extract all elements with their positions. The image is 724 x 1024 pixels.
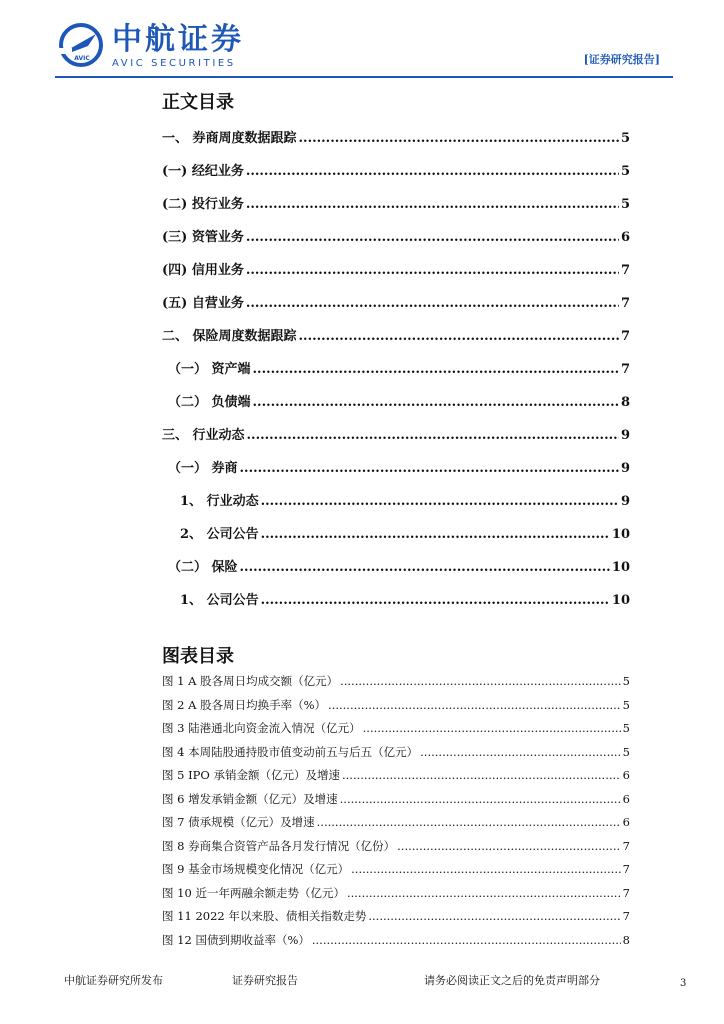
- figure-item-label: 图 5 IPO 承销金额（亿元）及增速: [162, 768, 340, 782]
- figure-item[interactable]: [162, 858, 630, 882]
- toc-item-page: 7: [620, 296, 630, 311]
- figure-item[interactable]: [162, 764, 630, 788]
- toc-item-label: 一、 券商周度数据跟踪: [162, 131, 297, 146]
- toc-item-page: 7: [620, 329, 630, 344]
- footer-doc-type: 证券研究报告: [232, 974, 298, 987]
- figure-item-page: 5: [622, 674, 630, 688]
- leader-dots: [420, 741, 621, 765]
- logo-mark-text: AVIC: [74, 55, 90, 62]
- figure-item-page: 7: [622, 838, 630, 853]
- leader-dots: [261, 485, 619, 518]
- figure-item-page: 6: [622, 768, 630, 782]
- figure-item[interactable]: [162, 929, 630, 953]
- toc-item[interactable]: [162, 320, 630, 353]
- toc-item-page: 6: [620, 230, 630, 245]
- toc-item[interactable]: [162, 452, 630, 485]
- figure-item-page: 6: [622, 791, 630, 806]
- figure-item-page: 7: [622, 862, 630, 876]
- figure-item[interactable]: [162, 882, 630, 906]
- leader-dots: [368, 905, 620, 929]
- figure-item[interactable]: [162, 905, 630, 929]
- toc-item-label: （一） 券商: [168, 461, 238, 476]
- leader-dots: [240, 452, 619, 485]
- toc-item-page: 9: [620, 461, 630, 476]
- leader-dots: [397, 835, 621, 859]
- leader-dots: [261, 584, 610, 617]
- figure-item-label: 图 6 增发承销金额（亿元）及增速: [162, 791, 338, 806]
- toc-item[interactable]: [162, 584, 630, 617]
- toc-item[interactable]: [162, 254, 630, 287]
- toc-item[interactable]: [162, 155, 630, 188]
- leader-dots: [351, 858, 621, 882]
- figure-item-page: 5: [622, 721, 630, 735]
- toc-item-label: 2、 公司公告: [180, 527, 259, 542]
- leader-dots: [328, 694, 621, 718]
- toc-item-label: (一) 经纪业务: [162, 164, 244, 179]
- toc-item[interactable]: [162, 287, 630, 320]
- figure-item[interactable]: [162, 811, 630, 835]
- leader-dots: [247, 419, 619, 452]
- toc-item-label: 二、 保险周度数据跟踪: [162, 329, 297, 344]
- leader-dots: [246, 287, 619, 320]
- toc-item-label: (四) 信用业务: [162, 263, 244, 278]
- leader-dots: [299, 320, 619, 353]
- figure-item-page: 7: [622, 885, 630, 900]
- figure-item[interactable]: [162, 694, 630, 718]
- leader-dots: [246, 188, 619, 221]
- toc-item[interactable]: [162, 551, 630, 584]
- leader-dots: [253, 353, 619, 386]
- toc-item-page: 10: [611, 593, 630, 608]
- toc-item-page: 7: [620, 362, 630, 377]
- toc-item-label: （一） 资产端: [168, 362, 251, 377]
- figure-item-label: 图 11 2022 年以来股、债相关指数走势: [162, 909, 367, 923]
- toc-item-page: 5: [620, 131, 630, 146]
- toc-item-label: （二） 负债端: [168, 395, 251, 410]
- footer-publisher: 中航证券研究所发布: [64, 974, 163, 987]
- toc-item-page: 9: [620, 428, 630, 443]
- figure-item-label: 图 4 本周陆股通持股市值变动前五与后五（亿元）: [162, 744, 419, 759]
- toc-item-label: (三) 资管业务: [162, 230, 244, 245]
- leader-dots: [253, 386, 619, 419]
- figure-item-label: 图 12 国债到期收益率（%）: [162, 932, 310, 947]
- figure-list: [162, 670, 630, 952]
- toc-item-label: 1、 公司公告: [180, 593, 259, 608]
- leader-dots: [299, 122, 619, 155]
- logo-chinese-name: 中航证券: [112, 22, 244, 57]
- toc-item-label: (二) 投行业务: [162, 197, 244, 212]
- table-of-contents: [162, 122, 630, 617]
- leader-dots: [347, 882, 621, 906]
- report-type-tag: [证券研究报告]: [583, 53, 660, 66]
- figure-item-page: 8: [622, 932, 630, 947]
- leader-dots: [246, 254, 619, 287]
- toc-item-label: 三、 行业动态: [162, 428, 245, 443]
- figure-item[interactable]: [162, 835, 630, 859]
- page-number: 3: [680, 978, 687, 989]
- toc-item[interactable]: [162, 122, 630, 155]
- figure-item-label: 图 9 基金市场规模变化情况（亿元）: [162, 862, 350, 876]
- toc-item-page: 10: [611, 560, 630, 575]
- page-header: [0, 0, 724, 82]
- toc-item-label: （二） 保险: [168, 560, 238, 575]
- leader-dots: [246, 155, 619, 188]
- figure-item-page: 5: [622, 697, 630, 712]
- toc-item[interactable]: [162, 353, 630, 386]
- figure-item[interactable]: [162, 788, 630, 812]
- figure-item-page: 7: [622, 909, 630, 923]
- leader-dots: [261, 518, 610, 551]
- leader-dots: [312, 929, 621, 953]
- leader-dots: [317, 811, 621, 835]
- figure-item-page: 5: [622, 744, 630, 759]
- toc-item-page: 5: [620, 164, 630, 179]
- toc-item-page: 8: [620, 395, 630, 410]
- toc-item[interactable]: [162, 386, 630, 419]
- figure-list-title: 图表目录: [162, 646, 234, 667]
- figure-item[interactable]: [162, 717, 630, 741]
- figure-item-label: 图 8 券商集合资管产品各月发行情况（亿份）: [162, 838, 396, 853]
- leader-dots: [363, 717, 621, 741]
- avic-logo-icon: [58, 22, 104, 68]
- leader-dots: [340, 670, 621, 694]
- logo-english-name: AVIC SECURITIES: [112, 58, 236, 69]
- toc-item[interactable]: [162, 221, 630, 254]
- figure-item-label: 图 2 A 股各周日均换手率（%）: [162, 697, 327, 712]
- footer-disclaimer: 请务必阅读正文之后的免责声明部分: [424, 974, 600, 987]
- figure-item-page: 6: [622, 815, 630, 829]
- toc-item[interactable]: [162, 188, 630, 221]
- leader-dots: [340, 788, 621, 812]
- leader-dots: [246, 221, 619, 254]
- toc-item-page: 7: [620, 263, 630, 278]
- figure-item[interactable]: [162, 670, 630, 694]
- toc-item[interactable]: [162, 518, 630, 551]
- toc-title: 正文目录: [162, 92, 234, 113]
- header-divider: [55, 76, 673, 78]
- leader-dots: [342, 764, 621, 788]
- toc-item-page: 10: [611, 527, 630, 542]
- toc-item-page: 5: [620, 197, 630, 212]
- figure-item[interactable]: [162, 741, 630, 765]
- figure-item-label: 图 3 陆港通北向资金流入情况（亿元）: [162, 721, 361, 735]
- figure-item-label: 图 1 A 股各周日均成交额（亿元）: [162, 674, 339, 688]
- toc-item-label: (五) 自营业务: [162, 296, 244, 311]
- toc-item-page: 9: [620, 494, 630, 509]
- toc-item-label: 1、 行业动态: [180, 494, 259, 509]
- figure-item-label: 图 7 债承规模（亿元）及增速: [162, 815, 315, 829]
- leader-dots: [240, 551, 610, 584]
- figure-item-label: 图 10 近一年两融余额走势（亿元）: [162, 885, 345, 900]
- toc-item[interactable]: [162, 485, 630, 518]
- toc-item[interactable]: [162, 419, 630, 452]
